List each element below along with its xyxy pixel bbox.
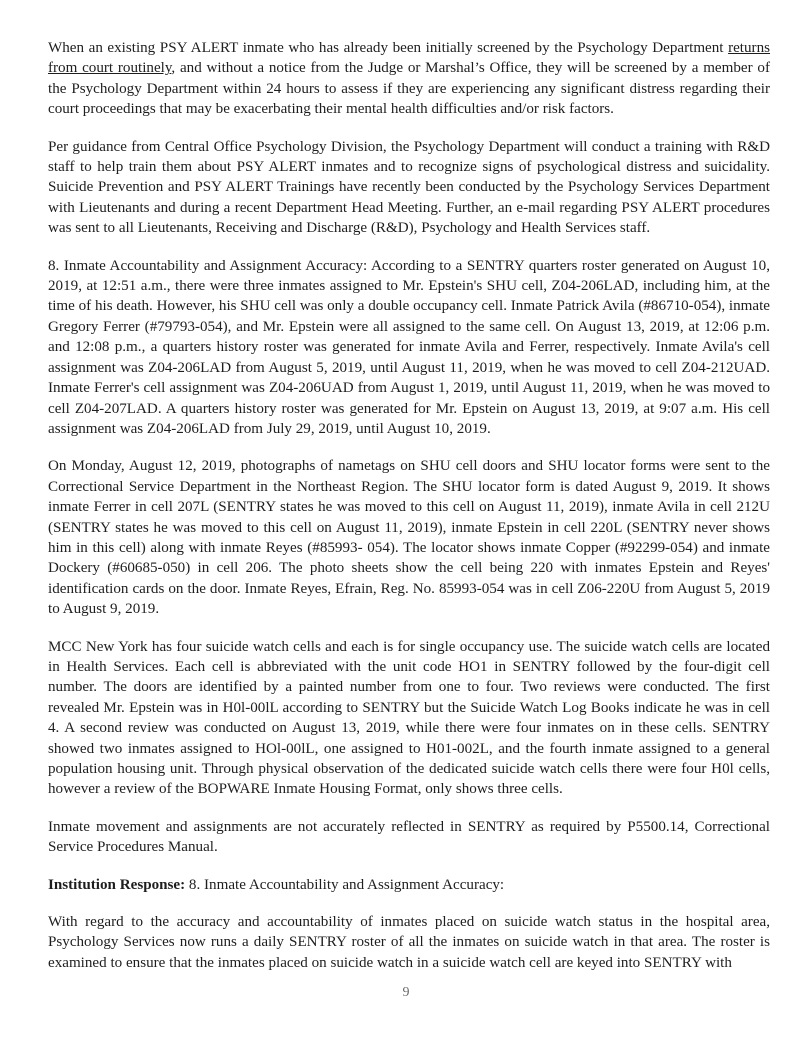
paragraph-court-screening: When an existing PSY ALERT inmate who has already been initially screened by the Psychology Department returns from court routinely, and without a notice from the Judge or Marshal’s Office, they will be screened by a member of the Psychology Department within 24 hours to assess if they are experiencing any significant distress regarding their court proceedings that may be exacerbating their mental health difficulties and/or risk factors.: [48, 40, 770, 118]
paragraph-institution-response-heading: Institution Response: 8. Inmate Accountability and Assignment Accuracy:: [48, 876, 505, 893]
underlined-phrase: returns from court routinely: [48, 40, 770, 77]
paragraph-conclusion: Inmate movement and assignments are not accurately reflected in SENTRY as required by P5500.14, Correctional Service Procedures Manual.: [48, 818, 770, 856]
document-page: [48, 38, 770, 990]
paragraph-shu-locator: On Monday, August 12, 2019, photographs of nametags on SHU cell doors and SHU locator forms were sent to the Correctional Service Department in the Northeast Region. The SHU locator form is dated August 9, 2019. It shows inmate Ferrer in cell 207L (SENTRY states he was moved to this cell on August 11, 2019), inmate Avila in cell 212U (SENTRY states he was moved to this cell on August 11, 2019), inmate Epstein in cell 220L (SENTRY never shows him in this cell) along with inmate Reyes (#85993- 054). The locator shows inmate Copper (#92299-054) and inmate Dockery (#60685-050) in cell 206. The photo sheets show the cell being 220 with inmates Epstein and Reyes' identification cards on the door. Inmate Reyes, Efrain, Reg. No. 85993-054 was in cell Z06-220U from August 5, 2019 to August 9, 2019.: [48, 458, 770, 618]
page-number: 9: [402, 985, 410, 1000]
paragraph-accountability-finding: 8. Inmate Accountability and Assignment Accuracy: According to a SENTRY quarters roster generated on August 10, 2019, at 12:51 a.m., there were three inmates assigned to Mr. Epstein's SHU cell, Z04-206LAD, including him, at the time of his death. However, his SHU cell was only a double occupancy cell. Inmate Patrick Avila (#86710-054), inmate Gregory Ferrer (#79793-054), and Mr. Epstein were all assigned to the same cell. On August 13, 2019, at 12:06 p.m. and 12:08 p.m., a quarters history roster was generated for inmate Avila and Ferrer, respectively. Inmate Avila's cell assignment was Z04-206LAD from August 5, 2019, until August 11, 2019, when he was moved to cell Z04-212UAD. Inmate Ferrer's cell assignment was Z04-206UAD from August 1, 2019, until August 11, 2019, when he was moved to cell Z04-207LAD. A quarters history roster was generated for Mr. Epstein on August 13, 2019, at 9:07 a.m. His cell assignment was Z04-206LAD from July 29, 2019, until August 10, 2019.: [48, 257, 770, 437]
institution-response-label: Institution Response:: [48, 876, 186, 893]
paragraph-institution-response-body: With regard to the accuracy and accountability of inmates placed on suicide watch status in the hospital area, Psychology Services now runs a daily SENTRY roster of all the inmates on suicide watch in that area. The roster is examined to ensure that the inmates placed on suicide watch in a suicide watch cell are keyed into SENTRY with: [48, 914, 770, 971]
paragraph-suicide-watch-cells: MCC New York has four suicide watch cells and each is for single occupancy use. The suicide watch cells are located in Health Services. Each cell is abbreviated with the unit code HO1 in SENTRY followed by the four-digit cell number. The doors are identified by a painted number from one to four. Two reviews were conducted. The first revealed Mr. Epstein was in H0l-00lL according to SENTRY but the Suicide Watch Log Books indicate he was in cell 4. A second review was conducted on August 13, 2019, while there were four inmates on in these cells. SENTRY showed two inmates assigned to HOl-00lL, one assigned to H01-002L, and the fourth inmate assigned to a general population housing unit. Through physical observation of the dedicated suicide watch cells there were four H0l cells, however a review of the BOPWARE Inmate Housing Format, only shows three cells.: [48, 638, 770, 798]
paragraph-training: Per guidance from Central Office Psychology Division, the Psychology Department will conduct a training with R&D staff to help train them about PSY ALERT inmates and to recognize signs of psychological distress and suicidality. Suicide Prevention and PSY ALERT Trainings have recently been conducted by the Psychology Services Department with Lieutenants and during a recent Department Head Meeting. Further, an e-mail regarding PSY ALERT procedures was sent to all Lieutenants, Receiving and Discharge (R&D), Psychology and Health Services staff.: [48, 138, 770, 237]
